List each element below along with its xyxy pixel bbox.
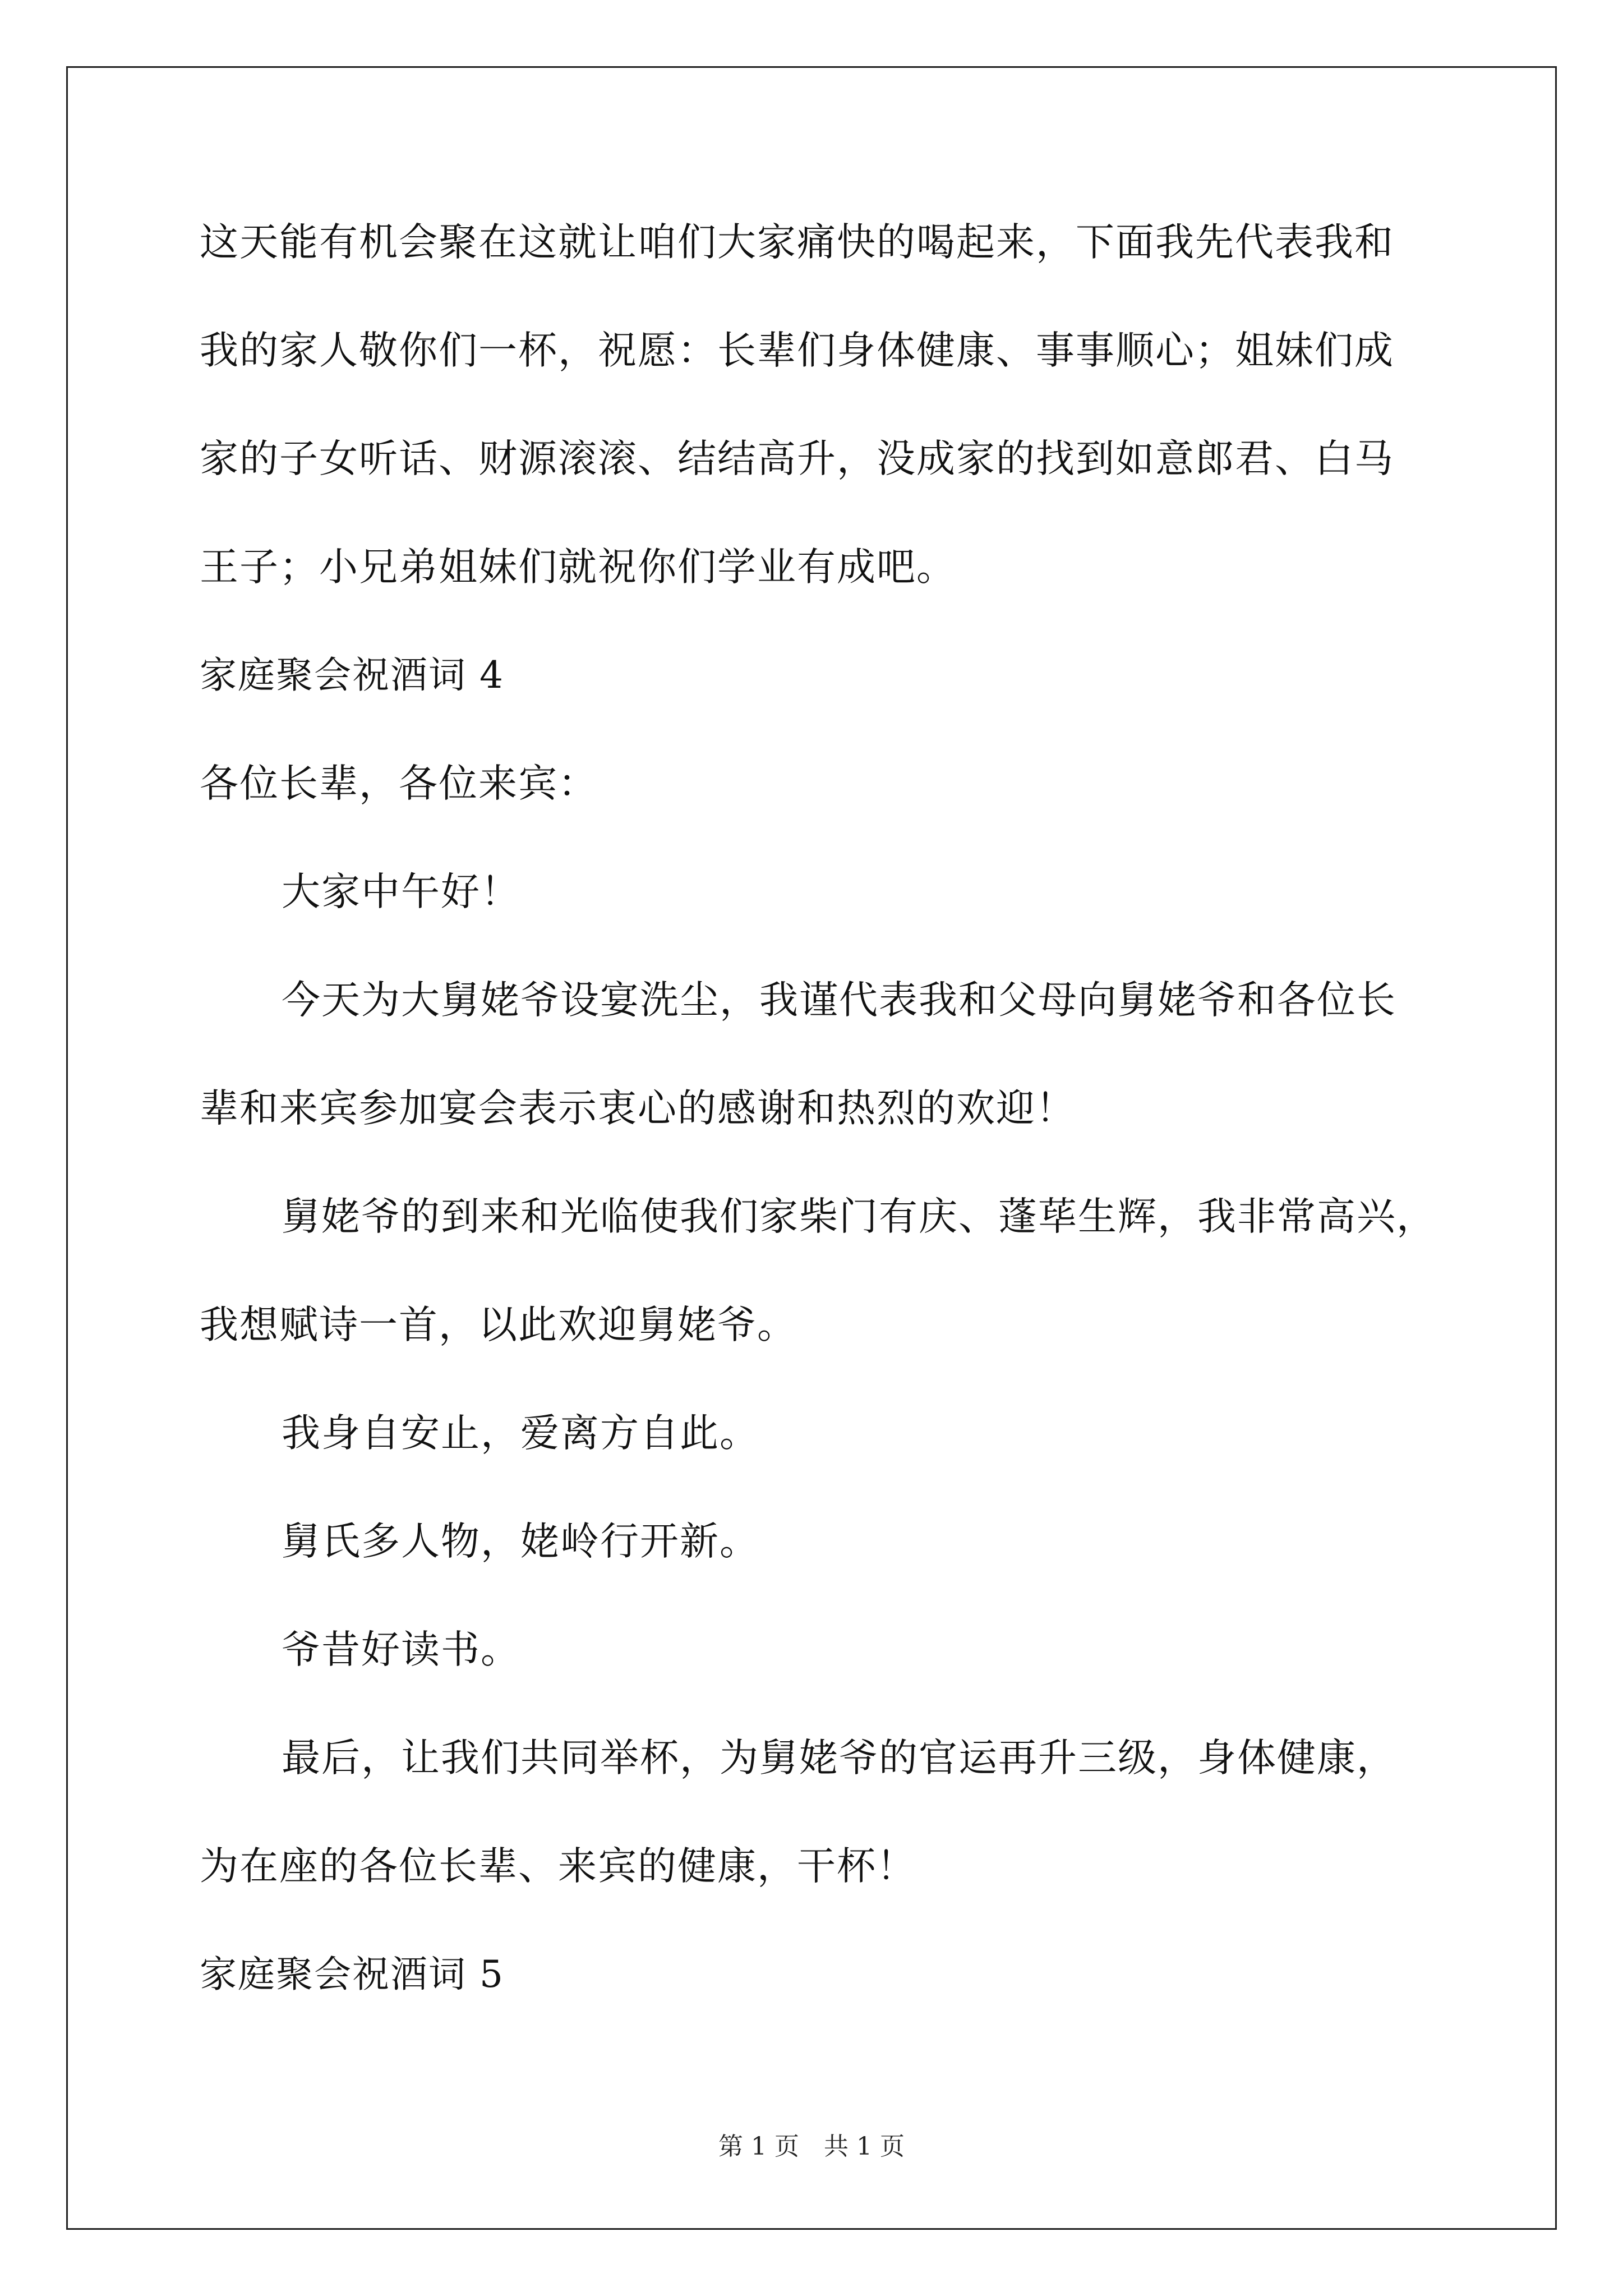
paragraph-line: 王子；小兄弟姐妹们就祝你们学业有成吧。 xyxy=(200,545,956,590)
paragraph-line: 辈和来宾参加宴会表示衷心的感谢和热烈的欢迎！ xyxy=(200,1086,1076,1131)
poem-line: 我身自安止，爱离方自此。 xyxy=(282,1411,759,1456)
paragraph-line: 最后，让我们共同举杯，为舅姥爷的官运再升三级，身体健康， xyxy=(282,1736,1396,1780)
page-number: 第 1 页 共 1 页 xyxy=(718,2132,905,2161)
salutation: 各位长辈，各位来宾： xyxy=(200,761,598,806)
poem-line: 舅氏多人物，姥岭行开新。 xyxy=(282,1519,759,1564)
paragraph-line: 我想赋诗一首，以此欢迎舅姥爷。 xyxy=(200,1303,797,1347)
poem-line: 爷昔好读书。 xyxy=(282,1627,520,1672)
paragraph-line: 家的子女听话、财源滚滚、结结高升，没成家的找到如意郎君、白马 xyxy=(200,436,1394,481)
document-body xyxy=(200,214,1467,2055)
paragraph-line: 我的家人敬你们一杯，祝愿：长辈们身体健康、事事顺心；姐妹们成 xyxy=(200,328,1394,373)
paragraph-line: 为在座的各位长辈、来宾的健康，干杯！ xyxy=(200,1844,916,1889)
paragraph-line: 这天能有机会聚在这就让咱们大家痛快的喝起来，下面我先代表我和 xyxy=(200,220,1394,265)
paragraph-line: 舅姥爷的到来和光临使我们家柴门有庆、蓬荜生辉，我非常高兴， xyxy=(282,1194,1436,1239)
greeting: 大家中午好！ xyxy=(282,869,520,914)
section-heading: 家庭聚会祝酒词 5 xyxy=(200,1953,504,1996)
section-heading: 家庭聚会祝酒词 4 xyxy=(200,654,504,697)
paragraph-line: 今天为大舅姥爷设宴洗尘，我谨代表我和父母向舅姥爷和各位长 xyxy=(282,978,1396,1023)
